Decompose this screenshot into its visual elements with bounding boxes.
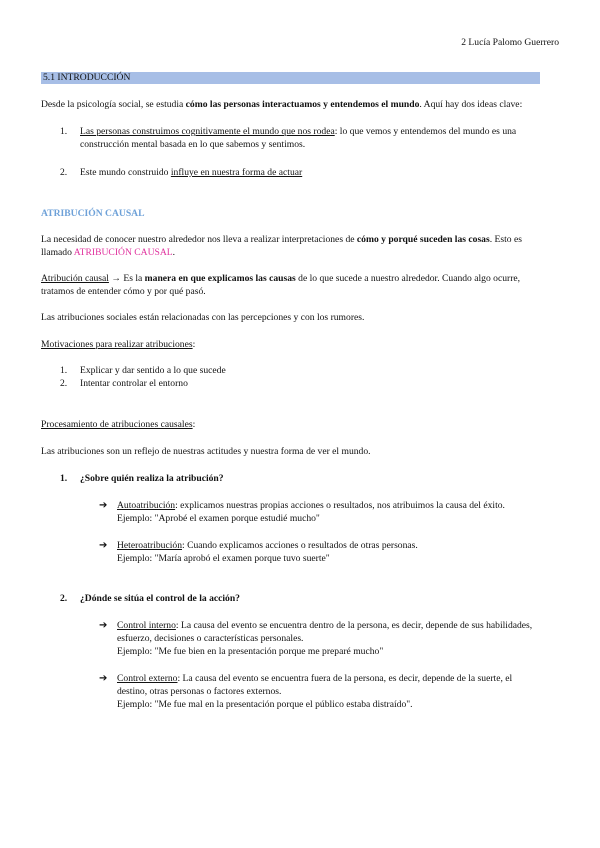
- arrow-bullet-icon: ➔: [99, 620, 108, 631]
- list-number: 1.: [60, 365, 68, 376]
- question-1: ¿Sobre quién realiza la atribución?: [80, 473, 224, 484]
- idea-underlined: influye en nuestra forma de actuar: [170, 167, 303, 178]
- motivaciones-heading: [41, 339, 195, 351]
- idea-item-1-line2: construcción mental basada en lo que sabemos y sentimos.: [80, 139, 306, 150]
- atribucion-paragraph: [41, 234, 561, 246]
- procesamiento-label: Procesamiento de atribuciones causales: [41, 419, 193, 430]
- definition-text-end: de lo que sucede a nuestro alrededor. Cuando algo ocurre,: [295, 273, 521, 284]
- question-number: 1.: [60, 473, 68, 484]
- item-example: Ejemplo: "Aprobé el examen porque estudié mucho": [117, 513, 320, 524]
- arrow-bullet-icon: ➔: [99, 540, 108, 551]
- motivaciones-label: Motivaciones para realizar atribuciones: [41, 339, 193, 350]
- section-heading: ATRIBUCIÓN CAUSAL: [41, 208, 145, 219]
- intro-paragraph: [41, 99, 561, 111]
- procesamiento-heading: [41, 419, 195, 431]
- idea-text: Este mundo construido: [80, 167, 171, 178]
- autoatribucion-item: [117, 500, 557, 512]
- definition-line2: tratamos de entender cómo y por qué pasó.: [41, 286, 206, 297]
- item-example: Ejemplo: "Me fue bien en la presentación porque me preparé mucho": [117, 646, 384, 657]
- idea-underlined: Las personas construimos cognitivamente el mundo que nos rodea: [80, 126, 335, 137]
- list-item: Explicar y dar sentido a lo que sucede: [80, 365, 226, 376]
- item-text: : La causa del evento se encuentra fuera de la persona, es decir, depende de la suerte, el: [177, 673, 513, 684]
- arrow-bullet-icon: ➔: [99, 500, 108, 511]
- colon: :: [192, 339, 196, 350]
- list-item: Intentar controlar el entorno: [80, 378, 188, 389]
- list-number: 2.: [60, 167, 68, 178]
- colon: :: [192, 419, 196, 430]
- item-example: Ejemplo: "María aprobó el examen porque tuvo suerte": [117, 553, 330, 564]
- item-text: : Cuando explicamos acciones o resultados de otras personas.: [182, 540, 418, 551]
- social-paragraph: Las atribuciones sociales están relacionadas con las percepciones y con los rumores.: [41, 312, 365, 323]
- control-interno-item: [117, 620, 567, 632]
- definition-label: Atribución causal: [41, 273, 109, 284]
- item-text-line2: destino, otras personas o factores externos.: [117, 686, 282, 697]
- question-2: ¿Dónde se sitúa el control de la acción?: [80, 593, 240, 604]
- arrow-glyph: →: [108, 273, 124, 284]
- highlight-term: ATRIBUCIÓN CAUSAL: [73, 247, 173, 258]
- item-label: Heteroatribución: [117, 540, 182, 551]
- definition-bold: manera en que explicamos las causas: [144, 273, 296, 284]
- item-text: : La causa del evento se encuentra dentro de la persona, es decir, depende de sus habilidades,: [175, 620, 533, 631]
- idea-item-1: [80, 126, 550, 138]
- heteroatribucion-item: [117, 540, 557, 552]
- paragraph-text: llamado: [41, 247, 74, 258]
- item-label: Autoatribución: [117, 500, 176, 511]
- page-header: 2 Lucía Palomo Guerrero: [461, 37, 559, 48]
- item-label: Control externo: [117, 673, 178, 684]
- definition-text: Es la: [123, 273, 145, 284]
- item-text-line2: esfuerzo, decisiones o características personales.: [117, 633, 304, 644]
- intro-text-end: . Aquí hay dos ideas clave:: [419, 99, 523, 110]
- arrow-bullet-icon: ➔: [99, 673, 108, 684]
- intro-bold: cómo las personas interactuamos y entendemos el mundo: [185, 99, 420, 110]
- item-example: Ejemplo: "Me fue mal en la presentación porque el público estaba distraído".: [117, 699, 413, 710]
- definition-paragraph: [41, 273, 561, 285]
- idea-item-2: [80, 167, 302, 179]
- paragraph-bold: cómo y porqué suceden las cosas: [356, 234, 490, 245]
- procesamiento-intro: Las atribuciones son un reflejo de nuestras actitudes y nuestra forma de ver el mundo.: [41, 446, 371, 457]
- list-number: 1.: [60, 126, 68, 137]
- list-number: 2.: [60, 378, 68, 389]
- question-number: 2.: [60, 593, 68, 604]
- atribucion-paragraph-line2: [41, 247, 175, 259]
- item-label: Control interno: [117, 620, 176, 631]
- control-externo-item: [117, 673, 567, 685]
- idea-text: : lo que vemos y entendemos del mundo es una: [334, 126, 517, 137]
- section-title: 5.1 INTRODUCCIÓN: [41, 72, 540, 84]
- paragraph-text-end: .: [172, 247, 176, 258]
- intro-text: Desde la psicología social, se estudia: [41, 99, 186, 110]
- paragraph-text-end: . Esto es: [489, 234, 522, 245]
- item-text: : explicamos nuestras propias acciones o resultados, nos atribuimos la causa del éxito.: [175, 500, 505, 511]
- paragraph-text: La necesidad de conocer nuestro alrededor nos lleva a realizar interpretaciones de: [41, 234, 357, 245]
